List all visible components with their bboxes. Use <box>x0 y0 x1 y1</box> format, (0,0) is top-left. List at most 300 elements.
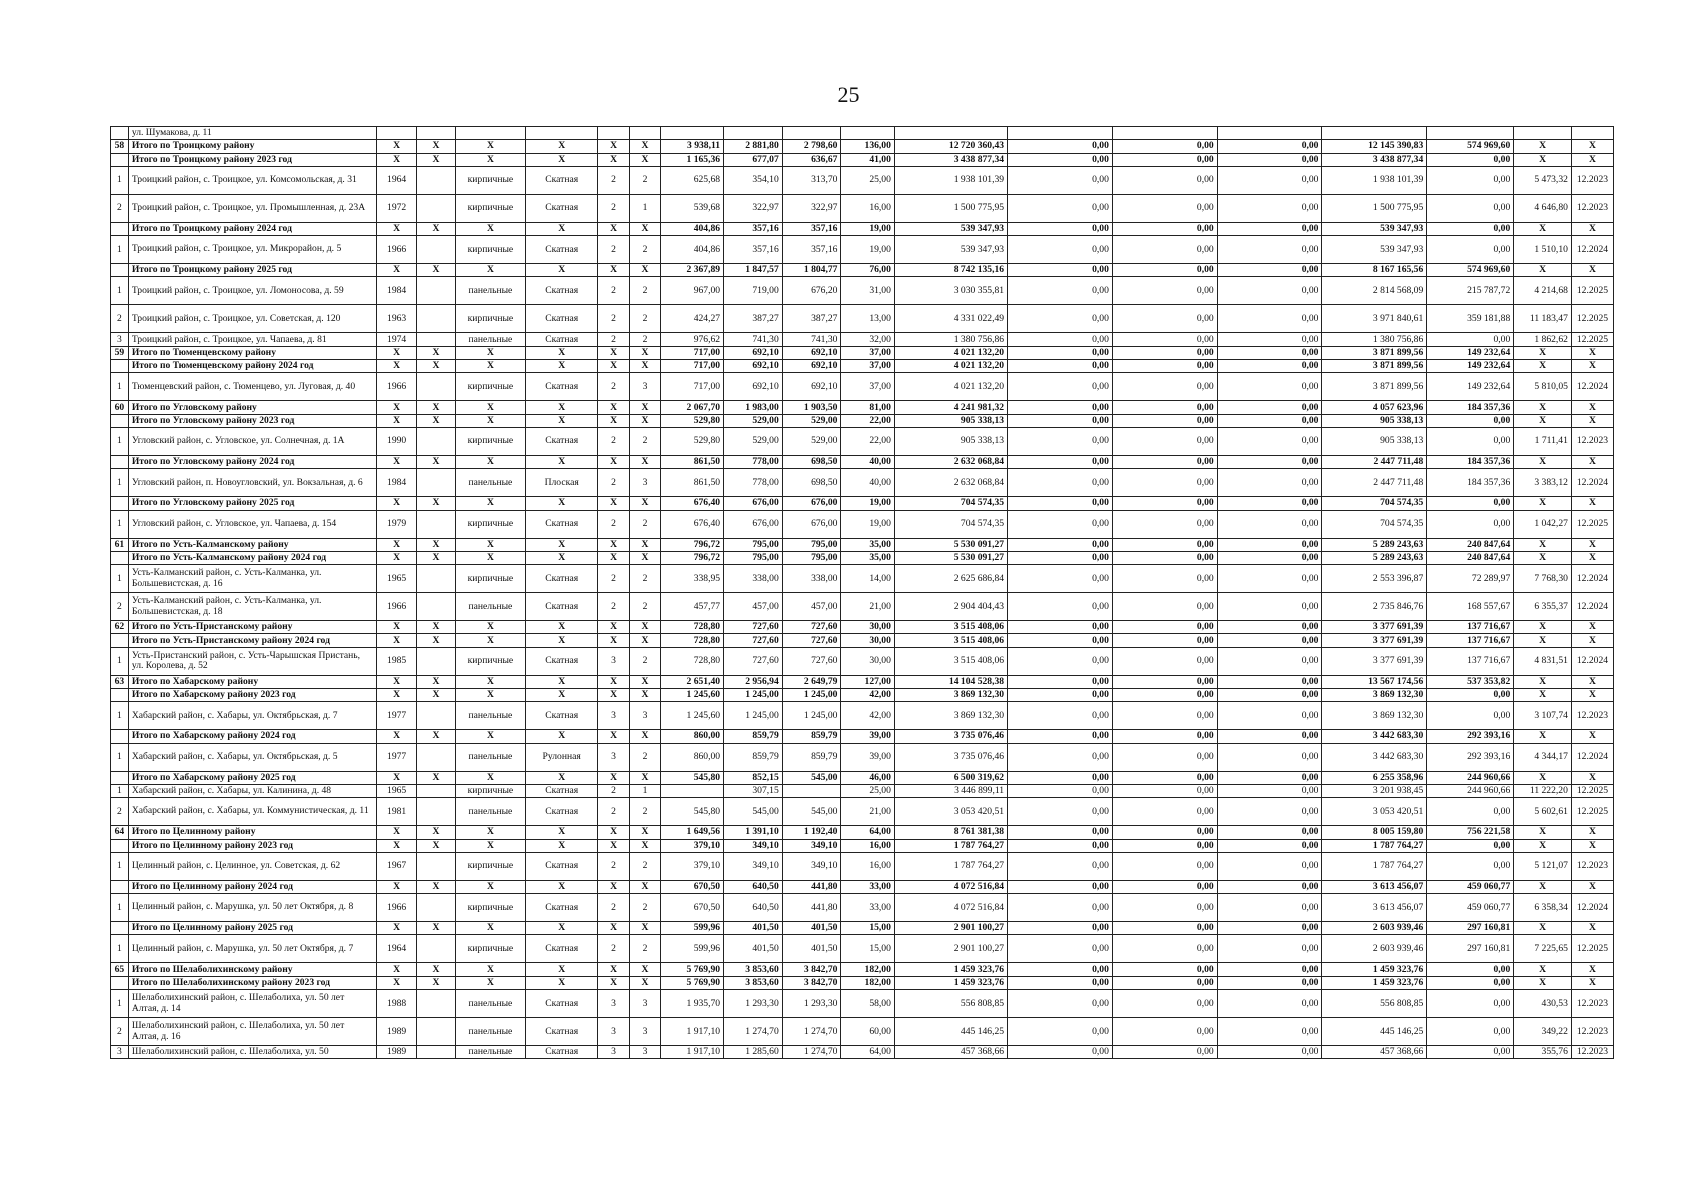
value-cell: 16,00 <box>841 852 894 880</box>
value-cell: 2 632 068,84 <box>894 455 1007 468</box>
x-marker: X <box>1571 264 1613 277</box>
entrances-cell: 1 <box>629 784 660 797</box>
value-cell: 1 274,70 <box>782 1018 841 1046</box>
value-cell: 0,00 <box>1112 976 1217 989</box>
x-marker: X <box>417 497 456 510</box>
x-marker: X <box>526 497 598 510</box>
x-marker: X <box>1571 689 1613 702</box>
empty-cell <box>417 593 456 621</box>
value-cell: 0,00 <box>1217 333 1322 346</box>
value-cell: 0,00 <box>1112 852 1217 880</box>
value-cell: 1 380 756,86 <box>894 333 1007 346</box>
x-marker: X <box>377 264 417 277</box>
completion-date-cell: 12.2023 <box>1571 194 1613 222</box>
x-marker: X <box>629 455 660 468</box>
value-cell: 4 021 132,20 <box>894 360 1007 373</box>
floors-cell: 2 <box>598 373 629 401</box>
year-cell: 1985 <box>377 647 417 675</box>
value-cell: 0,00 <box>1112 305 1217 333</box>
subtotal-row <box>111 689 1614 702</box>
value-cell: 2 447 711,48 <box>1322 469 1427 497</box>
value-cell: 3 938,11 <box>661 140 724 153</box>
value-cell: 3 515 408,06 <box>894 634 1007 647</box>
value-cell: 0,00 <box>1008 963 1113 976</box>
value-cell: 5 530 091,27 <box>894 551 1007 564</box>
value-cell: 15,00 <box>841 922 894 935</box>
value-cell: 35,00 <box>841 538 894 551</box>
value-cell: 529,00 <box>724 414 783 427</box>
value-cell: 0,00 <box>1008 455 1113 468</box>
empty-cell <box>782 127 841 140</box>
value-cell: 64,00 <box>841 826 894 839</box>
value-cell: 3 842,70 <box>782 976 841 989</box>
empty-cell <box>417 236 456 264</box>
value-cell: 13,00 <box>841 305 894 333</box>
row-number-cell: 1 <box>111 373 129 401</box>
value-cell: 137 716,67 <box>1427 647 1514 675</box>
empty-cell <box>417 469 456 497</box>
value-cell: 2 901 100,27 <box>894 922 1007 935</box>
value-cell: 37,00 <box>841 373 894 401</box>
value-cell: 3 853,60 <box>724 963 783 976</box>
value-cell: 0,00 <box>1008 976 1113 989</box>
value-cell: 2 735 846,76 <box>1322 593 1427 621</box>
value-cell: 457 368,66 <box>894 1046 1007 1059</box>
value-cell: 42,00 <box>841 689 894 702</box>
value-cell: 0,00 <box>1217 976 1322 989</box>
x-marker: X <box>417 346 456 359</box>
x-marker: X <box>598 826 629 839</box>
house-row <box>111 373 1614 401</box>
value-cell: 1 649,56 <box>661 826 724 839</box>
value-cell: 0,00 <box>1112 333 1217 346</box>
row-number-cell: 58 <box>111 140 129 153</box>
wall-material-cell: кирпичные <box>455 373 525 401</box>
value-cell: 727,60 <box>724 634 783 647</box>
value-cell: 60,00 <box>841 1018 894 1046</box>
value-cell: 19,00 <box>841 510 894 538</box>
x-marker: X <box>417 621 456 634</box>
wall-material-cell: панельные <box>455 702 525 730</box>
value-cell: 796,72 <box>661 551 724 564</box>
value-cell: 529,00 <box>724 427 783 455</box>
x-marker: X <box>629 551 660 564</box>
address-cell: Троицкий район, с. Троицкое, ул. Ломоносова, д. 59 <box>128 277 376 305</box>
value-cell: 0,00 <box>1427 990 1514 1018</box>
address-cell: Троицкий район, с. Троицкое, ул. Советская, д. 120 <box>128 305 376 333</box>
housing-repair-table <box>110 126 1614 1059</box>
value-cell: 0,00 <box>1112 935 1217 963</box>
x-marker: X <box>455 771 525 784</box>
subtotal-row <box>111 730 1614 743</box>
empty-cell <box>417 990 456 1018</box>
floors-cell: 2 <box>598 510 629 538</box>
value-cell: 1 935,70 <box>661 990 724 1018</box>
x-marker: X <box>526 551 598 564</box>
value-cell: 0,00 <box>1008 935 1113 963</box>
x-marker: X <box>598 621 629 634</box>
completion-date-cell: 12.2024 <box>1571 743 1613 771</box>
value-cell: 0,00 <box>1217 1046 1322 1059</box>
value-cell: 1 938 101,39 <box>894 166 1007 194</box>
value-cell: 1 787 764,27 <box>1322 839 1427 852</box>
x-marker: X <box>417 401 456 414</box>
value-cell: 0,00 <box>1112 826 1217 839</box>
value-cell: 457,77 <box>661 593 724 621</box>
subtotal-row <box>111 826 1614 839</box>
value-cell: 31,00 <box>841 277 894 305</box>
unit-cost-cell: 1 711,41 <box>1514 427 1572 455</box>
completion-date-cell: 12.2023 <box>1571 702 1613 730</box>
value-cell: 3 053 420,51 <box>1322 798 1427 826</box>
roof-type-cell: Скатная <box>526 333 598 346</box>
row-number-cell: 63 <box>111 675 129 688</box>
value-cell: 599,96 <box>661 922 724 935</box>
value-cell: 0,00 <box>1112 236 1217 264</box>
value-cell: 1 274,70 <box>782 1046 841 1059</box>
value-cell: 379,10 <box>661 839 724 852</box>
value-cell: 404,86 <box>661 222 724 235</box>
value-cell: 0,00 <box>1217 647 1322 675</box>
value-cell: 625,68 <box>661 166 724 194</box>
value-cell: 1 459 323,76 <box>894 963 1007 976</box>
value-cell: 556 808,85 <box>1322 990 1427 1018</box>
value-cell: 0,00 <box>1008 360 1113 373</box>
value-cell: 905 338,13 <box>1322 427 1427 455</box>
value-cell: 529,80 <box>661 414 724 427</box>
completion-date-cell: 12.2023 <box>1571 852 1613 880</box>
value-cell: 14 104 528,38 <box>894 675 1007 688</box>
value-cell: 8 005 159,80 <box>1322 826 1427 839</box>
x-marker: X <box>1514 538 1572 551</box>
x-marker: X <box>377 730 417 743</box>
completion-date-cell: 12.2023 <box>1571 1046 1613 1059</box>
floors-cell: 2 <box>598 166 629 194</box>
value-cell: 2 901 100,27 <box>894 935 1007 963</box>
value-cell: 0,00 <box>1112 743 1217 771</box>
value-cell: 1 938 101,39 <box>1322 166 1427 194</box>
value-cell: 401,50 <box>724 922 783 935</box>
value-cell: 313,70 <box>782 166 841 194</box>
x-marker: X <box>629 976 660 989</box>
entrances-cell: 2 <box>629 166 660 194</box>
value-cell: 0,00 <box>1112 497 1217 510</box>
x-marker: X <box>1514 675 1572 688</box>
wall-material-cell: кирпичные <box>455 305 525 333</box>
entrances-cell: 3 <box>629 469 660 497</box>
roof-type-cell: Скатная <box>526 894 598 922</box>
x-marker: X <box>455 880 525 893</box>
subtotal-row <box>111 963 1614 976</box>
floors-cell: 2 <box>598 784 629 797</box>
house-row <box>111 743 1614 771</box>
address-cell: Шелаболихинский район, с. Шелаболиха, ул. 50 лет Алтая, д. 16 <box>128 1018 376 1046</box>
value-cell: 136,00 <box>841 140 894 153</box>
completion-date-cell: 12.2024 <box>1571 647 1613 675</box>
roof-type-cell: Скатная <box>526 236 598 264</box>
value-cell: 19,00 <box>841 222 894 235</box>
year-cell: 1981 <box>377 798 417 826</box>
value-cell: 704 574,35 <box>894 497 1007 510</box>
x-marker: X <box>1514 414 1572 427</box>
value-cell: 0,00 <box>1217 373 1322 401</box>
floors-cell: 2 <box>598 593 629 621</box>
x-marker: X <box>598 922 629 935</box>
x-marker: X <box>377 771 417 784</box>
house-row <box>111 852 1614 880</box>
row-number-cell: 1 <box>111 743 129 771</box>
wall-material-cell: панельные <box>455 1018 525 1046</box>
x-marker: X <box>417 675 456 688</box>
value-cell: 698,50 <box>782 469 841 497</box>
value-cell: 0,00 <box>1008 277 1113 305</box>
value-cell: 0,00 <box>1217 305 1322 333</box>
empty-cell <box>1322 127 1427 140</box>
year-cell: 1977 <box>377 702 417 730</box>
empty-cell <box>417 166 456 194</box>
value-cell: 42,00 <box>841 702 894 730</box>
address-cell: Троицкий район, с. Троицкое, ул. Промышленная, д. 23А <box>128 194 376 222</box>
value-cell: 13 567 174,56 <box>1322 675 1427 688</box>
value-cell: 137 716,67 <box>1427 634 1514 647</box>
year-cell: 1989 <box>377 1018 417 1046</box>
empty-cell <box>1427 127 1514 140</box>
address-cell: Усть-Калманский район, с. Усть-Калманка, ул. Большевистская, д. 16 <box>128 565 376 593</box>
value-cell: 859,79 <box>724 743 783 771</box>
value-cell: 2 603 939,46 <box>1322 922 1427 935</box>
value-cell: 3 030 355,81 <box>894 277 1007 305</box>
value-cell: 905 338,13 <box>894 427 1007 455</box>
value-cell: 5 289 243,63 <box>1322 538 1427 551</box>
value-cell: 2 798,60 <box>782 140 841 153</box>
row-number-cell: 2 <box>111 798 129 826</box>
entrances-cell: 2 <box>629 427 660 455</box>
address-cell: Троицкий район, с. Троицкое, ул. Чапаева, д. 81 <box>128 333 376 346</box>
empty-cell <box>629 127 660 140</box>
value-cell: 0,00 <box>1112 264 1217 277</box>
roof-type-cell: Скатная <box>526 166 598 194</box>
value-cell: 0,00 <box>1112 990 1217 1018</box>
value-cell: 717,00 <box>661 373 724 401</box>
x-marker: X <box>417 455 456 468</box>
year-cell: 1965 <box>377 784 417 797</box>
x-marker: X <box>1514 346 1572 359</box>
value-cell: 445 146,25 <box>1322 1018 1427 1046</box>
value-cell: 0,00 <box>1217 427 1322 455</box>
x-marker: X <box>598 264 629 277</box>
value-cell: 2 956,94 <box>724 675 783 688</box>
x-marker: X <box>417 360 456 373</box>
x-marker: X <box>455 140 525 153</box>
x-marker: X <box>455 675 525 688</box>
floors-cell: 2 <box>598 469 629 497</box>
x-marker: X <box>417 153 456 166</box>
value-cell: 322,97 <box>782 194 841 222</box>
x-marker: X <box>598 634 629 647</box>
subtotal-row <box>111 346 1614 359</box>
unit-cost-cell: 1 042,27 <box>1514 510 1572 538</box>
value-cell: 12 145 390,83 <box>1322 140 1427 153</box>
x-marker: X <box>526 689 598 702</box>
wall-material-cell: панельные <box>455 990 525 1018</box>
subtotal-row <box>111 839 1614 852</box>
completion-date-cell: 12.2023 <box>1571 166 1613 194</box>
subtotal-row <box>111 551 1614 564</box>
value-cell: 0,00 <box>1217 153 1322 166</box>
value-cell: 3 442 683,30 <box>1322 743 1427 771</box>
x-marker: X <box>1514 771 1572 784</box>
address-cell: Шелаболихинский район, с. Шелаболиха, ул. 50 лет Алтая, д. 14 <box>128 990 376 1018</box>
value-cell: 0,00 <box>1112 414 1217 427</box>
value-cell: 0,00 <box>1217 634 1322 647</box>
value-cell: 545,80 <box>661 798 724 826</box>
x-marker: X <box>598 675 629 688</box>
year-cell: 1966 <box>377 373 417 401</box>
row-number-cell: 61 <box>111 538 129 551</box>
unit-cost-cell: 1 510,10 <box>1514 236 1572 264</box>
x-marker: X <box>417 538 456 551</box>
x-marker: X <box>629 401 660 414</box>
value-cell: 1 245,00 <box>782 689 841 702</box>
entrances-cell: 3 <box>629 990 660 1018</box>
value-cell: 529,00 <box>782 414 841 427</box>
address-cell: Хабарский район, с. Хабары, ул. Октябрьская, д. 7 <box>128 702 376 730</box>
row-number-cell <box>111 497 129 510</box>
value-cell: 30,00 <box>841 621 894 634</box>
value-cell: 0,00 <box>1008 593 1113 621</box>
value-cell: 19,00 <box>841 497 894 510</box>
unit-cost-cell: 6 355,37 <box>1514 593 1572 621</box>
value-cell: 0,00 <box>1217 277 1322 305</box>
value-cell: 4 241 981,32 <box>894 401 1007 414</box>
x-marker: X <box>598 551 629 564</box>
value-cell: 676,00 <box>782 497 841 510</box>
wall-material-cell: панельные <box>455 593 525 621</box>
value-cell: 2 904 404,43 <box>894 593 1007 621</box>
x-marker: X <box>1571 414 1613 427</box>
row-number-cell <box>111 771 129 784</box>
value-cell: 0,00 <box>1217 880 1322 893</box>
x-marker: X <box>377 880 417 893</box>
house-row <box>111 702 1614 730</box>
x-marker: X <box>1571 497 1613 510</box>
floors-cell: 2 <box>598 305 629 333</box>
x-marker: X <box>526 455 598 468</box>
value-cell: 3 446 899,11 <box>894 784 1007 797</box>
value-cell: 3 735 076,46 <box>894 743 1007 771</box>
x-marker: X <box>1514 839 1572 852</box>
completion-date-cell: 12.2025 <box>1571 510 1613 538</box>
subtotal-label: Итого по Усть-Калманскому району <box>128 538 376 551</box>
value-cell: 16,00 <box>841 839 894 852</box>
value-cell: 3 377 691,39 <box>1322 621 1427 634</box>
value-cell: 1 787 764,27 <box>894 852 1007 880</box>
value-cell: 778,00 <box>724 469 783 497</box>
empty-cell <box>1514 127 1572 140</box>
value-cell: 5 769,90 <box>661 963 724 976</box>
x-marker: X <box>1571 963 1613 976</box>
value-cell: 0,00 <box>1008 166 1113 194</box>
x-marker: X <box>1571 839 1613 852</box>
x-marker: X <box>526 826 598 839</box>
address-cell: Целинный район, с. Марушка, ул. 50 лет Октября, д. 8 <box>128 894 376 922</box>
value-cell: 0,00 <box>1112 565 1217 593</box>
value-cell: 2 881,80 <box>724 140 783 153</box>
x-marker: X <box>377 140 417 153</box>
value-cell: 0,00 <box>1008 469 1113 497</box>
year-cell: 1963 <box>377 305 417 333</box>
value-cell: 1 245,00 <box>724 689 783 702</box>
empty-cell <box>417 743 456 771</box>
value-cell: 0,00 <box>1427 1046 1514 1059</box>
roof-type-cell: Скатная <box>526 990 598 1018</box>
address-cell: Шелаболихинский район, с. Шелаболиха, ул. 50 <box>128 1046 376 1059</box>
value-cell: 0,00 <box>1008 839 1113 852</box>
house-row <box>111 236 1614 264</box>
value-cell: 0,00 <box>1217 346 1322 359</box>
value-cell: 0,00 <box>1112 963 1217 976</box>
x-marker: X <box>526 771 598 784</box>
x-marker: X <box>417 730 456 743</box>
x-marker: X <box>455 730 525 743</box>
value-cell: 0,00 <box>1008 894 1113 922</box>
row-number-cell: 2 <box>111 1018 129 1046</box>
x-marker: X <box>455 497 525 510</box>
value-cell: 0,00 <box>1217 935 1322 963</box>
value-cell: 0,00 <box>1008 373 1113 401</box>
value-cell: 529,80 <box>661 427 724 455</box>
entrances-cell: 2 <box>629 894 660 922</box>
value-cell: 215 787,72 <box>1427 277 1514 305</box>
value-cell: 240 847,64 <box>1427 538 1514 551</box>
value-cell: 0,00 <box>1008 675 1113 688</box>
value-cell: 778,00 <box>724 455 783 468</box>
x-marker: X <box>377 963 417 976</box>
x-marker: X <box>526 264 598 277</box>
value-cell: 852,15 <box>724 771 783 784</box>
value-cell: 0,00 <box>1217 798 1322 826</box>
value-cell: 244 960,66 <box>1427 784 1514 797</box>
empty-cell <box>377 127 417 140</box>
empty-cell <box>417 427 456 455</box>
x-marker: X <box>526 976 598 989</box>
x-marker: X <box>1514 634 1572 647</box>
wall-material-cell: панельные <box>455 277 525 305</box>
x-marker: X <box>629 621 660 634</box>
x-marker: X <box>377 153 417 166</box>
year-cell: 1984 <box>377 469 417 497</box>
row-number-cell: 3 <box>111 1046 129 1059</box>
value-cell: 35,00 <box>841 551 894 564</box>
value-cell: 322,97 <box>724 194 783 222</box>
subtotal-row <box>111 538 1614 551</box>
value-cell: 4 057 623,96 <box>1322 401 1427 414</box>
value-cell: 3 377 691,39 <box>1322 647 1427 675</box>
value-cell: 0,00 <box>1008 880 1113 893</box>
value-cell: 539,68 <box>661 194 724 222</box>
value-cell: 719,00 <box>724 277 783 305</box>
value-cell: 357,16 <box>782 236 841 264</box>
entrances-cell: 2 <box>629 305 660 333</box>
value-cell: 33,00 <box>841 880 894 893</box>
house-row <box>111 1018 1614 1046</box>
row-number-cell: 2 <box>111 305 129 333</box>
completion-date-cell: 12.2025 <box>1571 784 1613 797</box>
x-marker: X <box>377 551 417 564</box>
value-cell: 0,00 <box>1112 771 1217 784</box>
unit-cost-cell: 6 358,34 <box>1514 894 1572 922</box>
value-cell: 0,00 <box>1112 510 1217 538</box>
